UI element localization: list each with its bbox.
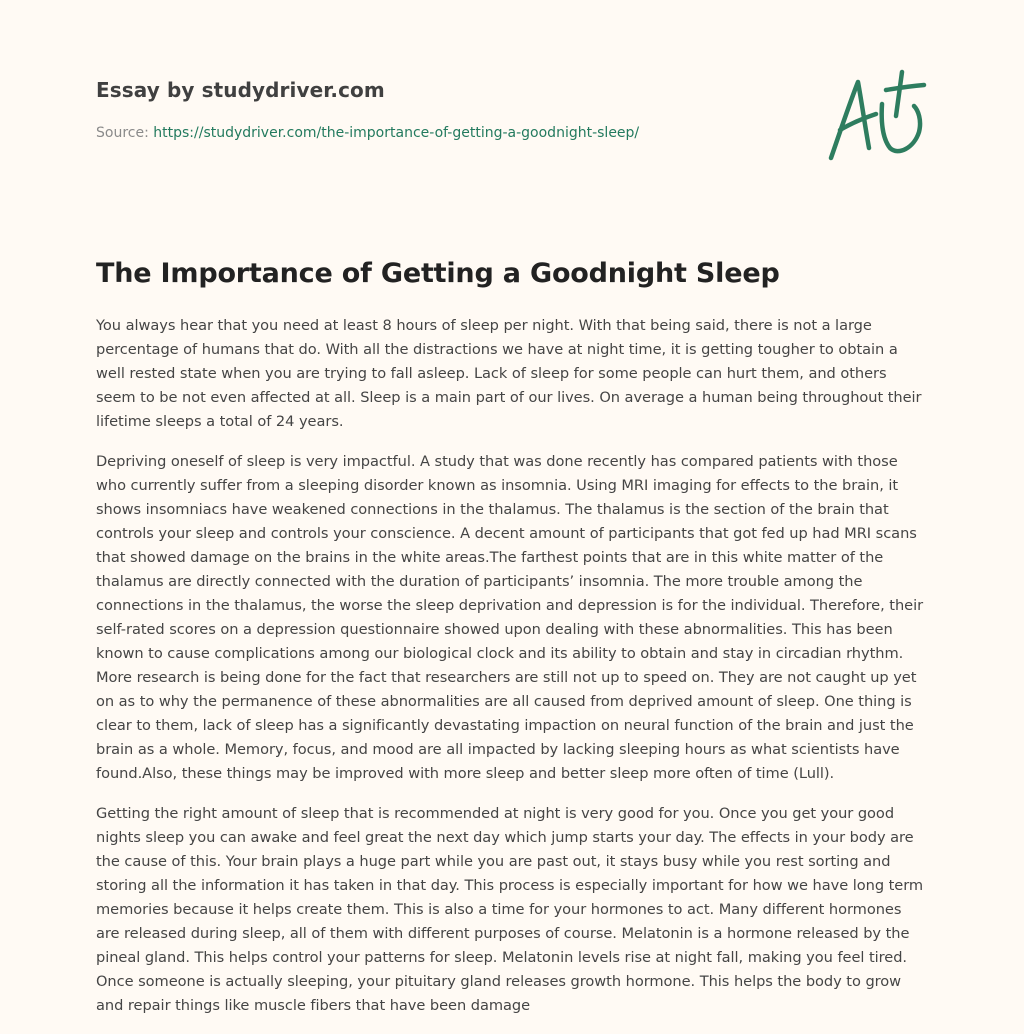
brand-title: Essay by studydriver.com	[96, 78, 385, 102]
essay-body	[96, 314, 928, 1034]
a-plus-logo-icon	[824, 68, 928, 164]
source-label: Source:	[96, 125, 154, 141]
paragraph: Depriving oneself of sleep is very impactful. A study that was done recently has compared patients with those who currently suffer from a sleeping disorder known as insomnia. Using MRI imaging for effects to the brain, it shows insomniacs have weakened connections in the thalamus. The thalamus is the section of the brain that controls your sleep and controls your conscience. A decent amount of participants that got fed up had MRI scans that showed damage on the brains in the white areas.The farthest points that are in this white matter of the thalamus are directly connected with the duration of participants’ insomnia. The more trouble among the connections in the thalamus, the worse the sleep deprivation and depression is for the individual. Therefore, their self-rated scores on a depression questionnaire showed upon dealing with these abnormalities. This has been known to cause complications among our biological clock and its ability to obtain and stay in circadian rhythm. More research is being done for the fact that researchers are still not up to speed on. They are not caught up yet on as to why the permanence of these abnormalities are all caused from deprived amount of sleep. One thing is clear to them, lack of sleep has a significantly devastating impaction on neural function of the brain and just the brain as a whole. Memory, focus, and mood are all impacted by lacking sleeping hours as what scientists have found.Also, these things may be improved with more sleep and better sleep more often of time (Lull).	[96, 453, 924, 782]
essay-header	[96, 76, 928, 166]
paragraph: Getting the right amount of sleep that is recommended at night is very good for you. Once you get your good nights sleep you can awake and feel great the next day which jump starts your day. The effects in your body are the cause of this. Your brain plays a huge part while you are past out, it stays busy while you rest sorting and storing all the information it has taken in that day. This process is especially important for how we have long term memories because it helps create them. This is also a time for your hormones to act. Many different hormones are released during sleep, all of them with different purposes of course. Melatonin is a hormone released by the pineal gland. This helps control your patterns for sleep. Melatonin levels rise at night fall, making you feel tired. Once someone is actually sleeping, your pituitary gland releases growth hormone. This helps the body to grow and repair things like muscle fibers that have been damage	[96, 805, 924, 1014]
paragraph: You always hear that you need at least 8 hours of sleep per night. With that being said, there is not a large percentage of humans that do. With all the distractions we have at night time, it is getting tougher to obtain a well rested state when you are trying to fall asleep. Lack of sleep for some people can hurt them, and others seem to be not even affected at all. Sleep is a main part of our lives. On average a human being throughout their lifetime sleeps a total of 24 years.	[96, 317, 922, 430]
source-line	[96, 124, 928, 142]
source-link[interactable]: https://studydriver.com/the-importance-of-getting-a-goodnight-sleep/	[153, 125, 640, 141]
essay-title: The Importance of Getting a Goodnight Sleep	[96, 258, 780, 289]
